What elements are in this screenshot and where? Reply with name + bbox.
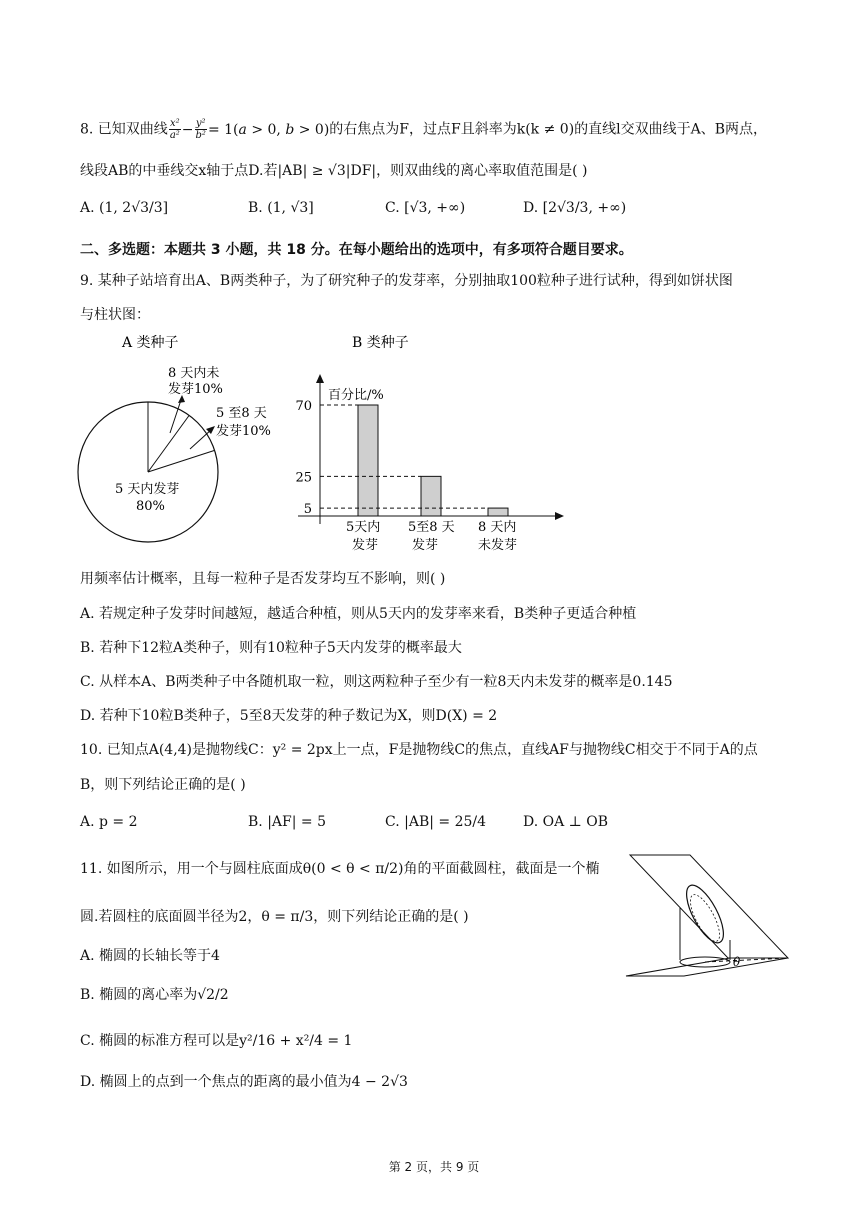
bar-cat-3a: 8 天内 <box>478 520 517 535</box>
q9-option-a[interactable]: A. 若规定种子发芽时间越短，越适合种植，则从5天内的发芽率来看，B类种子更适合种植 <box>80 606 637 622</box>
pie-slice-boundary-3 <box>148 450 215 472</box>
q10-option-a[interactable]: A. p = 2 <box>80 814 138 830</box>
pie-label-2a: 5 至8 天 <box>216 406 267 421</box>
q11-option-d[interactable]: D. 椭圆上的点到一个焦点的距离的最小值为4 − 2√3 <box>80 1074 408 1090</box>
pie-label-3a: 5 天内发芽 <box>115 482 180 497</box>
q8-option-b[interactable]: B. (1, √3] <box>248 200 314 216</box>
bar-1 <box>358 405 378 516</box>
ellipse-inner <box>685 891 725 945</box>
bar-ylabel: 百分比/% <box>328 388 384 403</box>
bar-tick-3: 5 <box>303 502 312 518</box>
bar-cat-2b: 发芽 <box>412 538 439 553</box>
pie-label-1a: 8 天内未 <box>168 366 220 381</box>
bar-cat-3b: 未发芽 <box>478 538 518 553</box>
q9-line1: 9. 某种子站培育出A、B两类种子，为了研究种子的发芽率，分别抽取100粒种子进行试种，得到如饼状图 <box>80 273 733 289</box>
q10-option-c[interactable]: C. |AB| = 25/4 <box>385 814 487 830</box>
cut-plane <box>630 855 788 958</box>
page-footer: 第 2 页，共 9 页 <box>388 1160 480 1174</box>
q8-equation: $\frac{\text{x²}}{\text{a²}}$ − $\frac{\text{y²}}{\text{b²}}$ = 1(a > 0, b > 0) <box>169 118 330 141</box>
bar-tick-2: 25 <box>295 470 312 486</box>
q11-line1: 11. 如图所示，用一个与圆柱底面成θ(0 < θ < π/2)角的平面截圆柱，截面是一个椭 <box>80 861 600 877</box>
bar-y-axis-arrow <box>316 374 324 383</box>
bar-2 <box>421 476 441 516</box>
q9-stem: 用频率估计概率，且每一粒种子是否发芽均互不影响，则( ) <box>80 571 446 587</box>
q9-option-b[interactable]: B. 若种下12粒A类种子，则有10粒种子5天内发芽的概率最大 <box>80 640 462 656</box>
bar-title: B 类种子 <box>352 335 409 351</box>
bar-tick-1: 70 <box>295 399 312 414</box>
q8-option-c[interactable]: C. [√3, +∞) <box>385 200 466 216</box>
q10-option-d[interactable]: D. OA ⊥ OB <box>523 814 609 830</box>
q10-option-b[interactable]: B. |AF| = 5 <box>248 814 326 830</box>
q8-suffix: 的右焦点为F，过点F且斜率为k(k ≠ 0)的直线l交双曲线于A、B两点， <box>329 121 768 138</box>
bar-cat-2a: 5至8 天 <box>408 520 455 535</box>
q8-option-a[interactable]: A. (1, 2√3/3] <box>80 200 169 216</box>
q10-line2: B，则下列结论正确的是( ) <box>80 777 246 793</box>
q11-line2: 圆.若圆柱的底面圆半径为2，θ = π/3，则下列结论正确的是( ) <box>80 909 469 925</box>
pie-slice-boundary-2 <box>148 415 189 472</box>
bar-x-axis-arrow <box>555 512 564 520</box>
q11-option-b[interactable]: B. 椭圆的离心率为√2/2 <box>80 987 229 1003</box>
bar-3 <box>488 508 508 516</box>
q9-option-c[interactable]: C. 从样本A、B两类种子中各随机取一粒，则这两粒种子至少有一粒8天内未发芽的概率是0.145 <box>80 674 673 690</box>
q8-line1 <box>80 118 767 141</box>
theta-label: θ <box>733 955 741 969</box>
pie-chart <box>78 395 218 542</box>
pie-label-3b: 80% <box>136 499 165 514</box>
q9-option-d[interactable]: D. 若种下10粒B类种子，5至8天发芽的种子数记为X，则D(X) = 2 <box>80 708 498 724</box>
q9-figure <box>70 325 570 560</box>
q8-prefix: 8. 已知双曲线 <box>80 121 168 138</box>
section-2-heading: 二、多选题：本题共 3 小题，共 18 分。在每小题给出的选项中，有多项符合题目要求。 <box>80 242 633 258</box>
q11-option-c[interactable]: C. 椭圆的标准方程可以是y²/16 + x²/4 = 1 <box>80 1033 353 1049</box>
pie-label-1b: 发芽10% <box>168 382 223 397</box>
q9-line2: 与柱状图： <box>80 307 150 323</box>
q8-option-d[interactable]: D. [2√3/3, +∞) <box>523 200 627 216</box>
bar-cat-1a: 5天内 <box>346 520 381 535</box>
pie-arrow-2 <box>190 429 212 449</box>
pie-label-2b: 发芽10% <box>216 424 271 439</box>
bar-cat-1b: 发芽 <box>352 538 379 553</box>
q11-option-a[interactable]: A. 椭圆的长轴长等于4 <box>80 948 220 964</box>
q10-line1: 10. 已知点A(4,4)是抛物线C：y² = 2px上一点，F是抛物线C的焦点，直线AF与抛物线C相交于不同于A的点 <box>80 742 758 758</box>
pie-title: A 类种子 <box>122 335 179 351</box>
q8-line2: 线段AB的中垂线交x轴于点D.若|AB| ≥ √3|DF|，则双曲线的离心率取值范围是( ) <box>80 163 588 179</box>
q11-cylinder-figure <box>620 848 795 983</box>
